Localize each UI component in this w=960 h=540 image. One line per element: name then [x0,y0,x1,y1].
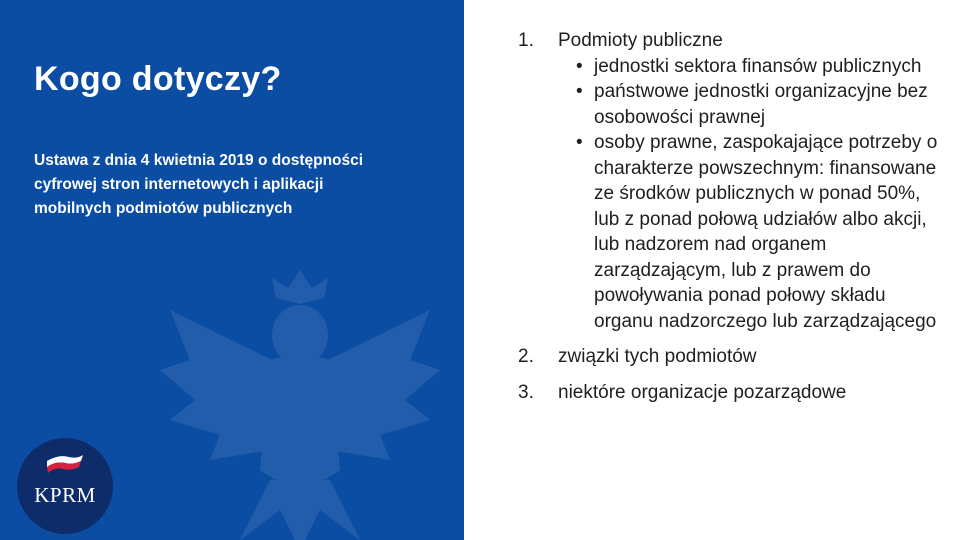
item-number: 2. [518,346,534,367]
logo-text: KPRM [34,483,96,507]
bullet-icon: • [576,132,583,153]
bullet-icon: • [576,81,583,102]
eagle-emblem-icon [150,240,450,540]
bullet-icon: • [576,55,583,77]
item-label: związki tych podmiotów [558,346,757,367]
item-number: 1. [518,30,534,51]
list-item [518,344,938,370]
bullet-text: jednostki sektora finansów publicznych [594,55,922,77]
bullet-item [576,130,938,334]
content-list [518,28,938,405]
bullet-list [558,54,938,335]
list-item [518,28,938,334]
left-panel [0,0,464,540]
item-label: niektóre organizacje pozarządowe [558,381,847,403]
list-item [518,380,938,406]
kprm-logo [17,438,113,534]
item-label: Podmioty publiczne [558,30,723,51]
flag-icon [45,452,85,474]
item-number: 3. [518,381,534,403]
bullet-text: osoby prawne, zaspokajające potrzeby o charakterze powszechnym: finansowane ze środków publicznych w ponad 50%, lub z ponad połową udziałów albo akcji, lub nadzorem nad organem zarządzającym, lub z prawem do powoływania ponad połowy składu organu nadzorczego lub zarządzającego [594,132,938,332]
bullet-item [576,54,938,80]
act-reference: Ustawa z dnia 4 kwietnia 2019 o dostępności cyfrowej stron internetowych i aplikacji mobilnych podmiotów publicznych [34,152,364,217]
page-title: Kogo dotyczy? [34,60,282,98]
bullet-text: państwowe jednostki organizacyjne bez osobowości prawnej [594,81,928,128]
bullet-item [576,79,938,130]
